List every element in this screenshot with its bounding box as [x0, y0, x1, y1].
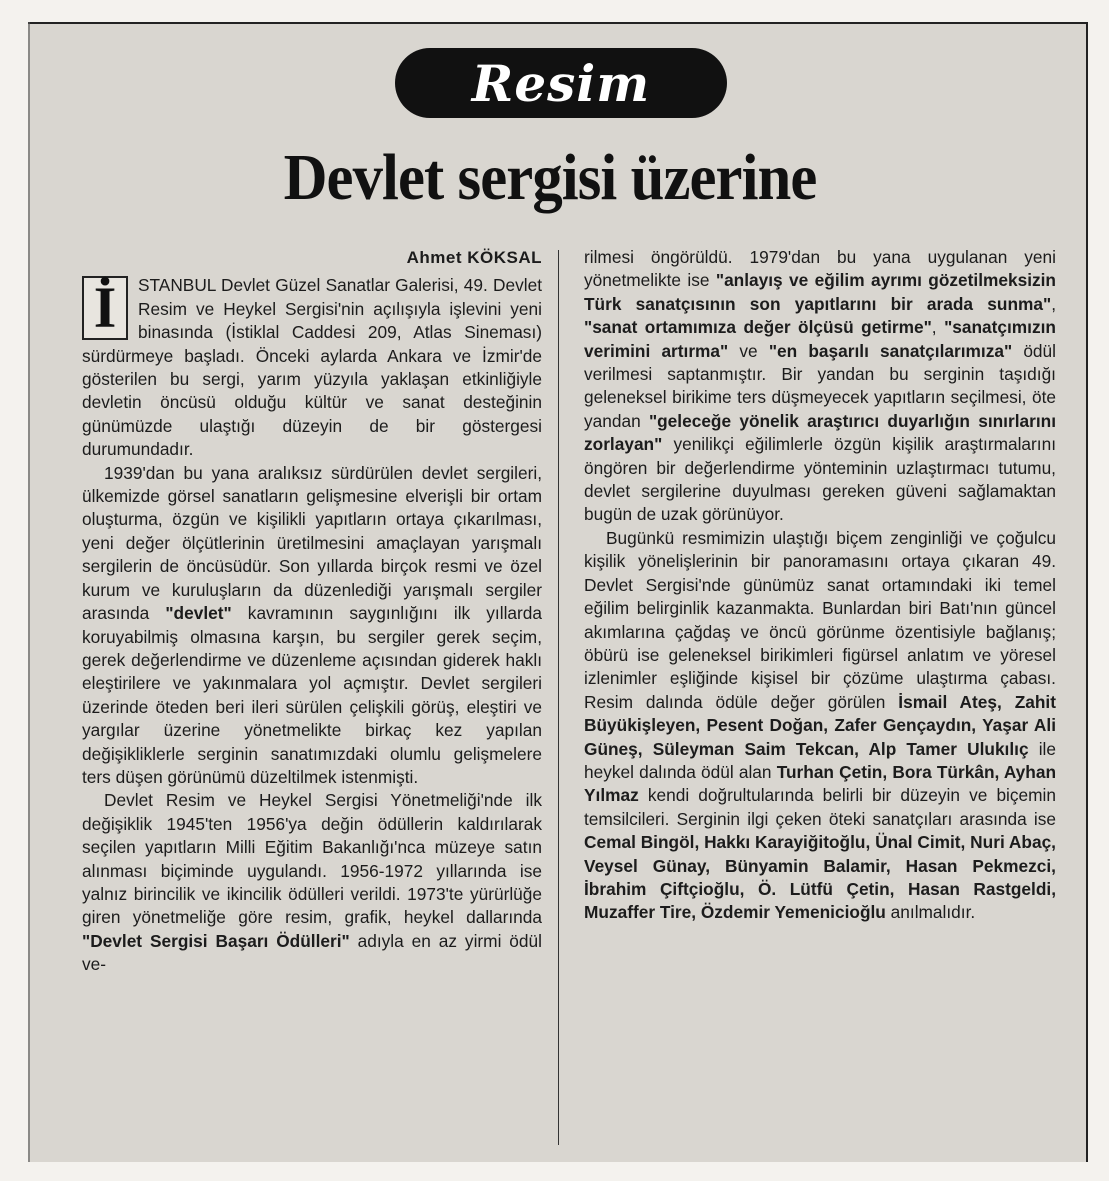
paragraph-3-text-a: Devlet Resim ve Heykel Sergisi Yönetmeliği'nde ilk değişiklik 1945'ten 1956'ya değin ödüllerin kaldırılarak seçilen yapıtların Milli Eğitim Bakanlığı'nca müzeye satın alınması biçiminde uygulandı. 1956-1972 yıllarında ise yalnız birincilik ve ikincilik ödülleri verildi. 1973'te yürürlüğe giren yönetmeliğe göre resim, grafik, heykel dallarında	[82, 790, 542, 928]
paragraph-3-bold: "Devlet Sergisi Başarı Ödülleri"	[82, 930, 350, 951]
paragraph-5-text-b: ile heykel dalında ödül alan	[584, 738, 1056, 782]
paragraph-5-bold-2: Turhan Çetin, Bora Türkân, Ayhan Yılmaz	[584, 761, 1057, 806]
paragraph-3	[82, 789, 542, 976]
paragraph-5-bold-1: İsmail Ateş, Zahit Büyükişleyen, Pesent Doğan, Zafer Gençaydın, Yaşar Ali Güneş, Süleyman Saim Tekcan, Alp Tamer Ulukılıç	[584, 691, 1056, 759]
paragraph-2	[82, 462, 542, 790]
column-divider	[558, 250, 559, 1145]
paragraph-4	[584, 246, 1056, 527]
paragraph-2-text-b: kavramının saygınlığını ilk yıllarda koruyabilmiş olmasına karşın, bu sergiler gerek seçim, gerek değerlendirme ve düzenleme açısından giderek haklı eleştirilere ve yakınmalara yol açmıştır. Devlet sergileri üzerinde öteden beri ileri sürülen çelişkili görüş, eleştiri ve yargılar üzerine yönetmelikte birkaç kez yapılan değişikliklerle serginin sanatımızdaki olumlu gelişmelere ters düşen görünümü düzeltilmek istenmişti.	[82, 603, 542, 787]
drop-cap: İ	[82, 276, 128, 340]
paragraph-4-sep-1: ,	[1051, 293, 1056, 314]
section-banner	[395, 48, 727, 118]
paragraph-4-bold-4: "en başarılı sanatçılarımıza"	[768, 340, 1013, 361]
paragraph-4-text-a: rilmesi öngörüldü. 1979'dan bu yana uygulanan yeni yönetmelikte ise	[584, 247, 1056, 291]
paragraph-3-text-b: adıyla en az yirmi ödül ve-	[82, 930, 542, 975]
paragraph-4-sep-2: ,	[931, 317, 945, 338]
article-headline: Devlet sergisi üzerine	[283, 141, 817, 214]
paragraph-4-bold-2: "sanat ortamımıza değer ölçüsü getirme"	[584, 317, 932, 338]
paragraph-5-text-a: Bugünkü resmimizin ulaştığı biçem zenginliği ve çoğulcu kişilik yönelişlerinin bir panoramasını ortaya çıkaran 49. Devlet Sergisi'nde günümüz sanat ortamındaki iki temel eğilim belirginlik kazanmakta. Bunlardan biri Batı'nın güncel akımlarına çağdaş ve öncü görünme özentisiyle bağlanış; öbürü ise geleneksel birikimleri figürsel anlatım ve yöresel izlenimler eşliğinde kişisel bir çözüme ulaştırma çabası. Resim dalında ödüle değer görülen	[584, 527, 1056, 712]
clipping-edge	[28, 22, 30, 1162]
paragraph-5-text-c: kendi doğrultularında belirli bir düzeyin ve biçemin temsilcileri. Serginin ilgi çeken öteki sanatçıları arasında ise	[584, 785, 1056, 829]
paragraph-4-sep-3: ve	[728, 340, 769, 361]
paragraph-5-text-d: anılmalıdır.	[885, 902, 976, 923]
paragraph-2-text-a: 1939'dan bu yana aralıksız sürdürülen devlet sergileri, ülkemizde görsel sanatların gelişmesine elverişli bir ortam oluşturma, özgün ve kişilikli yapıtların ortaya çıkarılması, yeni değer ölçütlerinin üretilmesini amaçlayan yarışmalı sergilerin de öncüsüdür. Son yıllarda birçok resmi ve özel kurum ve kuruluşların da düzenlediği yarışmalı sergiler arasında	[82, 462, 542, 624]
paragraph-2-bold: "devlet"	[165, 603, 232, 624]
paragraph-4-bold-3: "sanatçımızın verimini artırma"	[584, 317, 1056, 361]
paragraph-4-text-b: ödül verilmesi saptanmıştır. Bir yandan bu serginin taşıdığı geleneksel birikime ters düşmeyecek yapıtların seçilmesi, öte yandan	[584, 340, 1056, 431]
paragraph-4-bold-5: "geleceğe yönelik araştırıcı duyarlığın sınırlarını zorlayan"	[584, 410, 1056, 455]
paragraph-1	[82, 274, 542, 461]
paragraph-1-text: STANBUL Devlet Güzel Sanatlar Galerisi, 49. Devlet Resim ve Heykel Sergisi'nin açılışıyla işlevini yeni binasında (İstiklal Caddesi 209, Atlas Sineması) sürdürmeye başladı. Önceki aylarda Ankara ve İzmir'de gösterilen bu sergi, yarım yüzyıla yaklaşan etkinliğiyle devletin öncüsü olduğu kültür ve sanat desteğinin günümüzde ulaştığı düzeyin de bir göstergesi durumundadır.	[82, 275, 542, 460]
author-byline: Ahmet KÖKSAL	[406, 248, 542, 267]
paragraph-5	[584, 527, 1056, 925]
paragraph-5-bold-3: Cemal Bingöl, Hakkı Karayiğitoğlu, Ünal Cimit, Nuri Abaç, Veysel Günay, Bünyamin Balamir, Hasan Pekmezci, İbrahim Çiftçioğlu, Ö. Lütfü Çetin, Hasan Rastgeldi, Muzaffer Tire, Özdemir Yemenicioğlu	[584, 832, 1056, 923]
paragraph-4-bold-1: "anlayış ve eğilim ayrımı gözetilmeksizin Türk sanatçısının son yapıtlarını bir arada sunma"	[584, 270, 1056, 314]
right-column	[584, 246, 1056, 925]
left-column	[82, 246, 542, 977]
section-banner-label: Resim	[471, 53, 651, 113]
paragraph-4-text-c: yenilikçi eğilimlerle özgün kişilik araştırmalarını öngören bir değerlendirme yönteminin uzlaştırmacı tutumu, devlet sergilerine duyulması gereken güveni sağlamaktan bugün de uzak görünüyor.	[584, 434, 1056, 525]
